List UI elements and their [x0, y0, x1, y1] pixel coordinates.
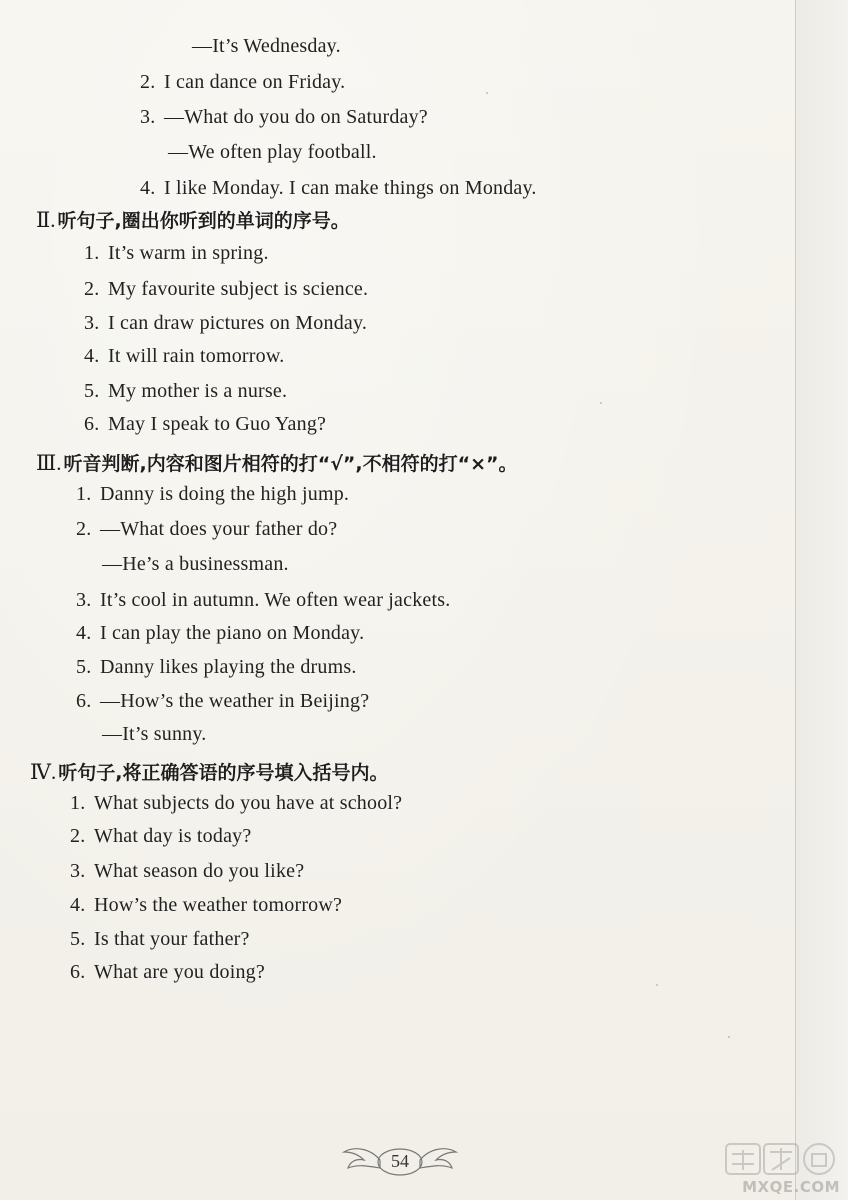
section-3-item: 6. —How’s the weather in Beijing? — [76, 690, 370, 712]
section-3-item: —He’s a businessman. — [102, 553, 289, 575]
section-2-item: 4. It will rain tomorrow. — [84, 345, 285, 367]
section-4-item: 2. What day is today? — [70, 825, 252, 847]
watermark — [722, 1140, 842, 1196]
section-2-heading: Ⅱ. 听句子,圈出你听到的单词的序号。 — [36, 208, 350, 232]
intro-line: —It’s Wednesday. — [192, 35, 341, 57]
intro-line: 4. I like Monday. I can make things on Monday. — [140, 177, 537, 199]
section-2-item: 2. My favourite subject is science. — [84, 278, 369, 300]
section-3-item: 2. —What does your father do? — [76, 518, 338, 540]
page-edge-shadow — [796, 0, 848, 1200]
page-number-ornament — [340, 1138, 460, 1180]
section-4-item: 3. What season do you like? — [70, 860, 305, 882]
section-4-item: 5. Is that your father? — [70, 928, 250, 950]
watermark-url: MXQE.COM — [742, 1178, 840, 1196]
intro-line: 3. —What do you do on Saturday? — [140, 106, 428, 128]
intro-line: —We often play football. — [168, 141, 377, 163]
section-2-item: 3. I can draw pictures on Monday. — [84, 312, 368, 334]
section-3-item: —It’s sunny. — [102, 723, 207, 745]
section-3-heading: Ⅲ. 听音判断,内容和图片相符的打“√”,不相符的打“×”。 — [36, 451, 518, 475]
section-3-item: 5. Danny likes playing the drums. — [76, 656, 357, 678]
section-4-item: 1. What subjects do you have at school? — [70, 792, 403, 814]
section-2-item: 6. May I speak to Guo Yang? — [84, 413, 327, 435]
section-2-item: 1. It’s warm in spring. — [84, 242, 269, 264]
section-2-item: 5. My mother is a nurse. — [84, 380, 288, 402]
watermark-logo-icon — [722, 1140, 842, 1180]
section-4-item: 6. What are you doing? — [70, 961, 265, 983]
section-3-item: 3. It’s cool in autumn. We often wear jackets. — [76, 589, 451, 611]
section-4-heading: Ⅳ. 听句子,将正确答语的序号填入括号内。 — [30, 760, 389, 784]
section-4-item: 4. How’s the weather tomorrow? — [70, 894, 343, 916]
page-edge-line — [795, 0, 796, 1200]
section-3-item: 4. I can play the piano on Monday. — [76, 622, 365, 644]
intro-line: 2. I can dance on Friday. — [140, 71, 346, 93]
page-number: 54 — [391, 1151, 409, 1171]
section-3-item: 1. Danny is doing the high jump. — [76, 483, 350, 505]
